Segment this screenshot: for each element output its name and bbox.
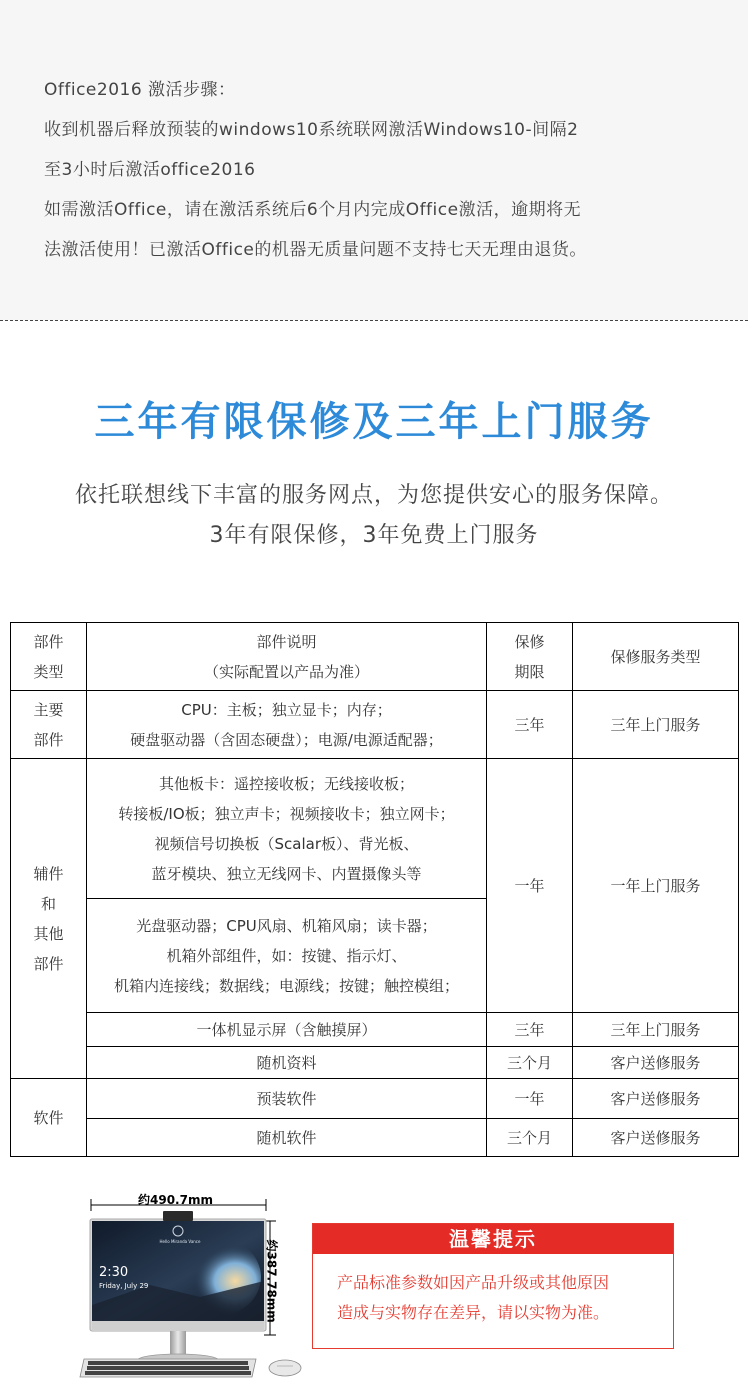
cell-service: 客户送修服务 — [573, 1047, 739, 1079]
warranty-title: 三年有限保修及三年上门服务 — [94, 399, 654, 445]
cell-desc: 其他板卡：遥控接收板；无线接收板； 转接板/IO板；独立声卡；视频接收卡；独立网卡； 视频信号切换板（Scalar板）、背光板、 蓝牙模块、独立无线网卡、内置摄像头等 — [87, 759, 487, 899]
warm-tip-title: 温馨提示 — [313, 1224, 673, 1254]
table-row-software-bundled — [11, 1119, 739, 1157]
cell-period: 一年 — [487, 759, 573, 1013]
cell-period: 三个月 — [487, 1047, 573, 1079]
dashed-divider — [0, 320, 748, 321]
cell-period: 三年 — [487, 1013, 573, 1047]
notice-line: 法激活使用！已激活Office的机器无质量问题不支持七天无理由退货。 — [44, 240, 587, 260]
notice-line: 收到机器后释放预装的windows10系统联网激活Windows10-间隔2 — [44, 120, 579, 140]
table-row-docs — [11, 1047, 739, 1079]
cell-period: 一年 — [487, 1079, 573, 1119]
lock-screen-greeting: Hello Miranda Vance — [159, 1239, 201, 1244]
cell-service: 客户送修服务 — [573, 1079, 739, 1119]
cell-desc: 随机资料 — [87, 1047, 487, 1079]
lock-screen-time: 2:30 — [99, 1265, 129, 1280]
header-desc: 部件说明 （实际配置以产品为准） — [87, 623, 487, 691]
cell-service: 三年上门服务 — [573, 1013, 739, 1047]
cell-type: 辅件 和 其他 部件 — [11, 759, 87, 1079]
cell-period: 三年 — [487, 691, 573, 759]
warranty-subtitle: 依托联想线下丰富的服务网点，为您提供安心的服务保障。 — [74, 483, 673, 508]
webcam-icon — [163, 1211, 193, 1221]
table-row-display — [11, 1013, 739, 1047]
height-dimension-label: 约387.78mm — [264, 1239, 279, 1323]
header-type: 部件 类型 — [11, 623, 87, 691]
width-dimension-label: 约490.7mm — [138, 1193, 213, 1207]
notice-line: Office2016 激活步骤： — [44, 80, 236, 100]
warm-tip-body: 产品标准参数如因产品升级或其他原因 造成与实物存在差异，请以实物为准。 — [337, 1273, 610, 1322]
warranty-subtitle-2: 3年有限保修，3年免费上门服务 — [209, 523, 539, 548]
cell-service: 客户送修服务 — [573, 1119, 739, 1157]
table-row-software-pre — [11, 1079, 739, 1119]
cell-desc: 光盘驱动器；CPU风扇、机箱风扇；读卡器； 机箱外部组件，如：按键、指示灯、 机箱内连接线；数据线；电源线；按键；触控模组； — [87, 899, 487, 1013]
notice-line: 至3小时后激活office2016 — [44, 160, 256, 180]
product-section — [0, 1185, 748, 1382]
cell-service: 三年上门服务 — [573, 691, 739, 759]
cell-period: 三个月 — [487, 1119, 573, 1157]
lock-screen-date: Friday, July 29 — [99, 1282, 149, 1290]
warranty-table — [10, 622, 739, 1157]
cell-service: 一年上门服务 — [573, 759, 739, 1013]
cell-desc: 一体机显示屏（含触摸屏） — [87, 1013, 487, 1047]
header-period: 保修 期限 — [487, 623, 573, 691]
notice-line: 如需激活Office，请在激活系统后6个月内完成Office激活，逾期将无 — [44, 200, 582, 220]
cell-desc: 预装软件 — [87, 1079, 487, 1119]
cell-desc: 随机软件 — [87, 1119, 487, 1157]
monitor-stand — [170, 1331, 186, 1357]
table-header-row — [11, 623, 739, 691]
header-service: 保修服务类型 — [573, 623, 739, 691]
cell-type: 主要 部件 — [11, 691, 87, 759]
warm-tip-box — [312, 1223, 674, 1349]
notice-text — [44, 70, 684, 270]
table-row-main — [11, 691, 739, 759]
cell-desc: CPU：主板；独立显卡；内存； 硬盘驱动器（含固态硬盘）；电源/电源适配器； — [87, 691, 487, 759]
cell-type: 软件 — [11, 1079, 87, 1157]
table-row-aux-a — [11, 759, 739, 899]
activation-notice — [0, 0, 748, 320]
mouse-icon — [269, 1360, 301, 1376]
